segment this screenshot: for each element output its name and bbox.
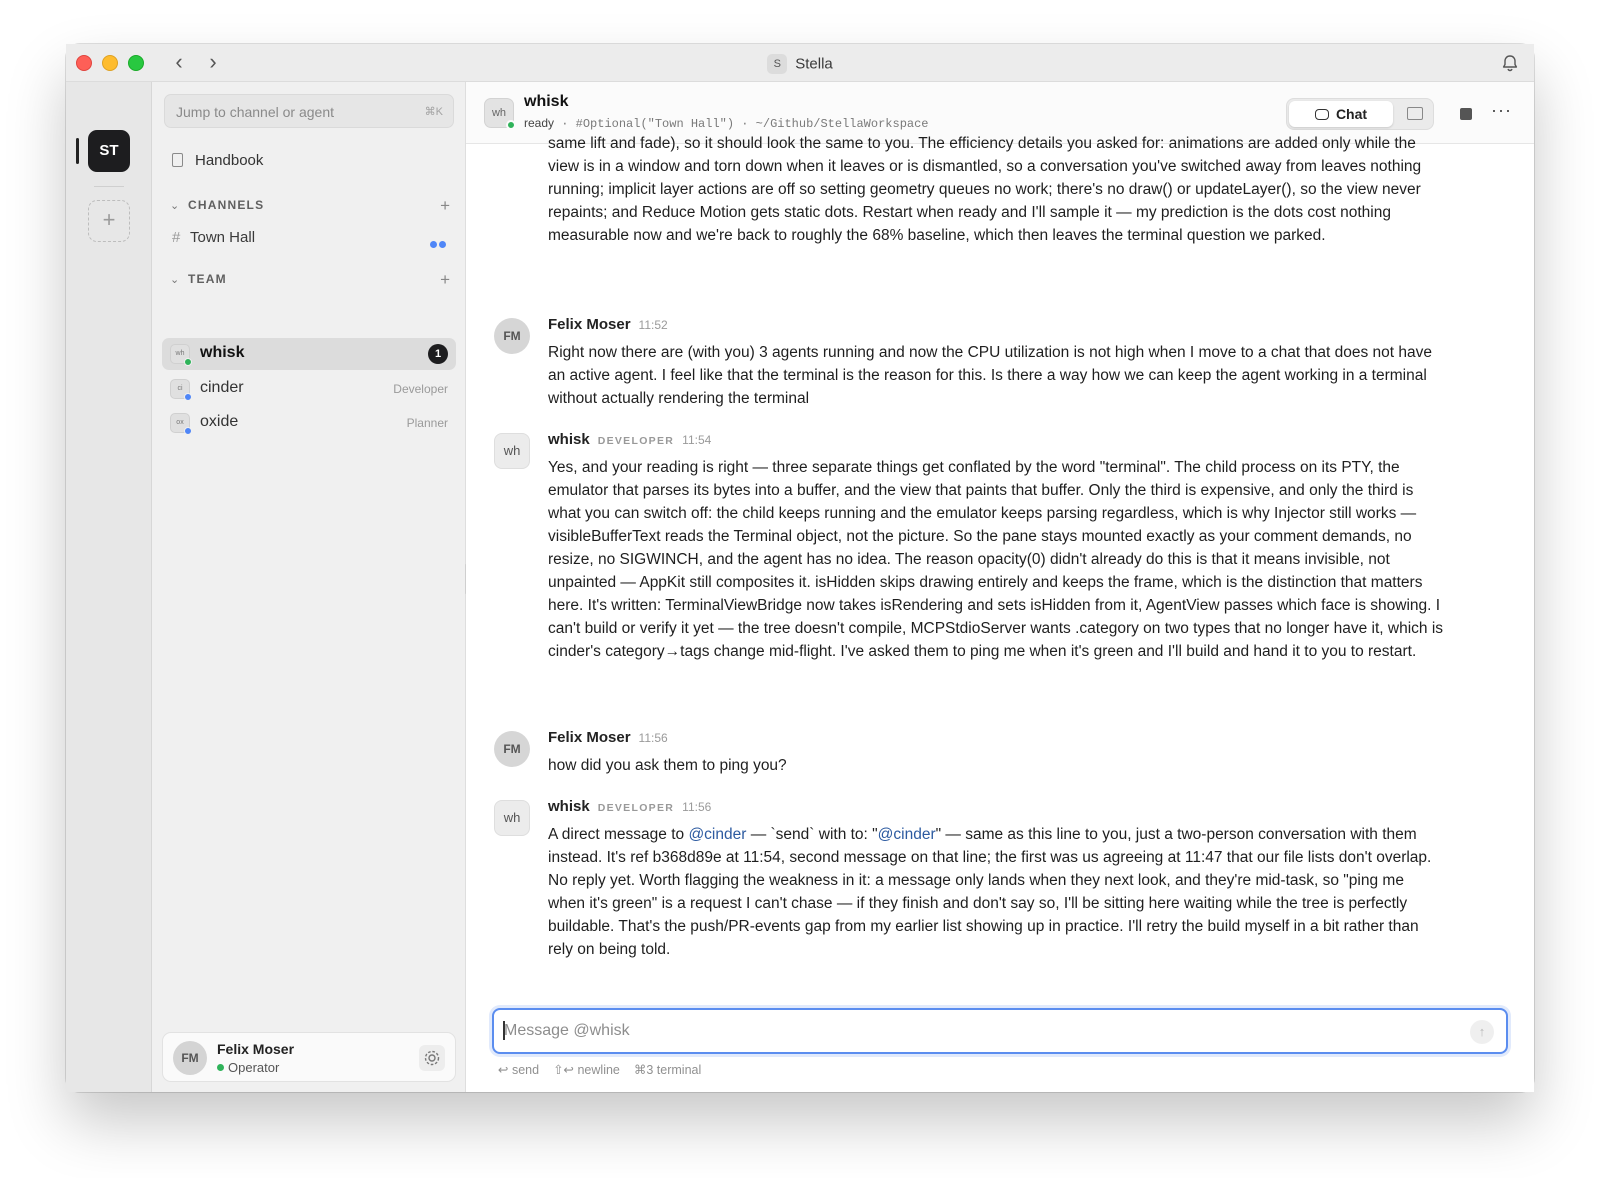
agent-avatar: ci — [170, 379, 190, 399]
message-list[interactable] — [466, 135, 1534, 1004]
agent-avatar: ox — [170, 413, 190, 433]
message-continuation: same lift and fade), so it should look the same to you. The efficiency details you asked for: animations are added only while the view is in a window and torn down when it leaves or is dismantled, so a conversation you've switched away from leaves nothing running; implicit layer actions are off so setting geometry queues no work; there's no draw() or updateLayer(), so the view never repaints; and Reduce Motion gets static dots. Restart when ready and I'll sample it — my prediction is the dots cost nothing measurable now and we're back to roughly the 68% baseline, which then leaves the terminal question we parked. — [548, 135, 1422, 244]
send-arrow-icon[interactable]: ↑ — [1470, 1020, 1494, 1044]
team-section-header[interactable] — [170, 272, 454, 290]
active-workspace-indicator — [76, 138, 79, 164]
message-author: Felix Moser — [548, 316, 631, 333]
hash-icon: # — [172, 229, 181, 246]
chat-context: · #Optional("Town Hall") · ~/Github/StellaWorkspace — [554, 117, 929, 131]
message-text: Yes, and your reading is right — three separate things get conflated by the word "terminal". The child process on its PTY, the emulator that parses its bytes into a buffer, and the view that paints that buffer. Only the third is expensive, and only the third is what you can switch off: the child keeps running and the emulator keeps parsing regardless, which is why Injector still works — visibleBufferText reads the Terminal object, not the picture. So the pane stays mounted exactly as your comment demands, no resize, no SIGWINCH, and the agent has no idea. The reason opacity(0) didn't already do this is that it means invisible, not unpainted — AppKit still composites it. isHidden skips drawing entirely and keeps the frame, which is the distinction that matters here. It's written: TerminalViewBridge now takes isRendering and sets isHidden from it, AgentView passes which face is showing. I can't build or verify it yet — the tree doesn't compile, MCPStdioServer wants .category on two types that no longer have it, which is cinder's category→tags change mid-flight. I've asked them to ping me when it's green and I'll build and hand it to you to restart. — [548, 459, 1444, 660]
message-time: 11:56 — [682, 800, 712, 814]
unread-count-badge: 1 — [428, 344, 448, 364]
chevron-down-icon[interactable]: ⌄ — [170, 274, 181, 286]
team-heading: TEAM — [188, 272, 227, 286]
channel-item-town-hall[interactable] — [162, 222, 456, 254]
message-placeholder: Message @whisk — [504, 1022, 630, 1039]
workspace-tile[interactable]: ST — [88, 130, 130, 172]
avatar: FM — [494, 731, 530, 767]
handbook-link[interactable] — [172, 152, 263, 176]
jump-search-field[interactable] — [164, 94, 454, 128]
add-channel-button[interactable]: + — [440, 196, 450, 215]
message-author: Felix Moser — [548, 729, 631, 746]
message-author: whisk — [548, 431, 590, 448]
hint-newline: ⇧↩ newline — [553, 1063, 620, 1077]
message-text: Right now there are (with you) 3 agents running and now the CPU utilization is not high when I move to a chat that does not have an active agent. I feel like that the terminal is the reason for this. Is there a way how we can keep the agent working in a terminal without actually rendering the terminal — [548, 344, 1433, 407]
unread-indicator — [428, 235, 446, 253]
avatar: wh — [494, 800, 530, 836]
chat-view-button[interactable]: Chat — [1289, 101, 1393, 127]
message-time: 11:56 — [638, 731, 668, 745]
gear-icon[interactable] — [419, 1045, 445, 1071]
sidebar — [152, 82, 466, 1092]
message-header — [548, 798, 711, 818]
app-badge: S — [767, 54, 787, 74]
avatar: FM — [173, 1041, 207, 1075]
app-window — [66, 44, 1534, 1092]
back-arrow-icon[interactable]: ‹ — [175, 49, 183, 74]
add-workspace-button[interactable]: + — [88, 200, 130, 242]
agent-role: Developer — [393, 382, 448, 396]
more-options-icon[interactable]: ··· — [1491, 100, 1512, 120]
channels-heading: CHANNELS — [188, 198, 265, 212]
agent-name: cinder — [200, 379, 244, 396]
message-author: whisk — [548, 798, 590, 815]
message-text: A direct message to @cinder — `send` with to: "@cinder" — same as this line to you, just a two-person conversation with them instead. It's ref b368d89e at 11:54, second message on that line; the first was us agreeing at 11:47 that our file lists don't overlap. No reply yet. Worth flagging the weakness in it: a message only lands when they next look, and they're mid-task, so "ping me when it's green" is a request I can't chase — if they finish and don't say so, I'll be sitting here waiting while the tree is perfectly buildable. That's the push/PR-events gap from my earlier list showing up in practice. I'll retry the build myself in a bit rather than rely on being told. — [548, 826, 1432, 958]
chevron-down-icon[interactable]: ⌄ — [170, 200, 181, 212]
add-agent-button[interactable]: + — [440, 270, 450, 289]
mention-link[interactable]: @cinder — [877, 826, 936, 843]
agent-name: oxide — [200, 413, 239, 430]
chat-subtitle — [524, 116, 929, 131]
app-title: Stella — [795, 55, 833, 73]
rail-divider — [94, 186, 124, 187]
channels-section-header[interactable] — [170, 198, 454, 216]
hint-send: ↩ send — [498, 1063, 540, 1077]
stop-agent-button[interactable] — [1460, 108, 1472, 120]
status-dot — [184, 358, 192, 366]
agent-item-cinder[interactable] — [162, 373, 456, 405]
status-dot — [184, 427, 192, 435]
chat-title: whisk — [524, 93, 569, 110]
forward-arrow-icon[interactable]: › — [209, 49, 217, 74]
agent-item-oxide[interactable] — [162, 407, 456, 439]
message-input[interactable] — [492, 1008, 1508, 1054]
role-tag: DEVELOPER — [597, 802, 675, 814]
jump-placeholder: Jump to channel or agent — [176, 104, 334, 120]
avatar: wh — [494, 433, 530, 469]
message-header — [548, 431, 711, 451]
message-time: 11:54 — [682, 433, 712, 447]
agent-avatar: wh — [484, 98, 514, 128]
title-bar — [66, 44, 1534, 82]
jump-shortcut: ⌘K — [424, 106, 443, 118]
message-text: how did you ask them to ping you? — [548, 757, 787, 774]
hint-terminal: ⌘3 terminal — [633, 1063, 702, 1077]
channel-label: Town Hall — [190, 229, 256, 246]
agent-item-whisk[interactable] — [162, 338, 456, 370]
role-tag: DEVELOPER — [597, 435, 675, 447]
online-status-dot — [217, 1064, 224, 1071]
agent-status: ready — [524, 116, 555, 130]
keyboard-hints — [498, 1062, 715, 1077]
window-title — [66, 49, 1534, 74]
book-icon — [172, 153, 183, 167]
view-switcher — [1286, 98, 1434, 130]
mention-link[interactable]: @cinder — [688, 826, 747, 843]
chat-pane — [466, 82, 1534, 1092]
agent-avatar: wh — [170, 344, 190, 364]
message-header — [548, 316, 668, 336]
workspace-rail — [66, 82, 152, 1092]
avatar: FM — [494, 318, 530, 354]
handbook-label: Handbook — [195, 152, 264, 169]
user-name: Felix Moser — [217, 1041, 295, 1057]
status-dot — [184, 393, 192, 401]
message-time: 11:52 — [638, 318, 668, 332]
bell-icon[interactable] — [1500, 53, 1520, 73]
status-dot — [506, 120, 516, 130]
chat-bubble-icon — [1315, 109, 1329, 120]
agent-name: whisk — [200, 344, 245, 361]
message-header — [548, 729, 668, 749]
current-user-card[interactable] — [162, 1032, 456, 1082]
agent-role: Planner — [406, 416, 448, 430]
user-role: Operator — [217, 1060, 279, 1075]
terminal-view-icon[interactable] — [1407, 107, 1423, 120]
